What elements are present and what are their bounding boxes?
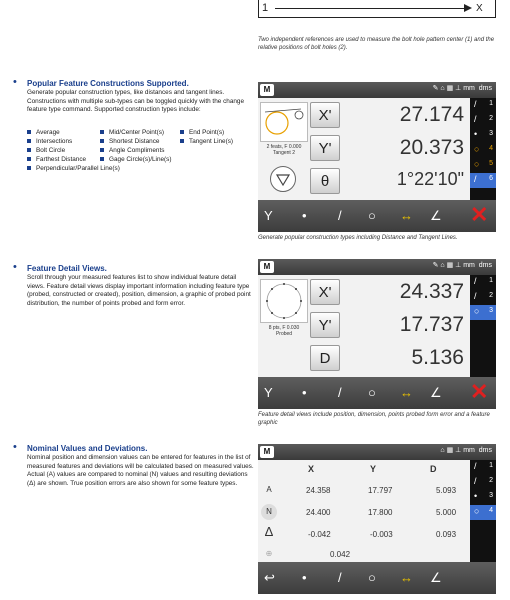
feature-list-item-selected[interactable]: ○ 3 [470,305,496,320]
distance-icon[interactable]: ↔ [400,385,413,400]
feature-list-item[interactable]: / 1 [474,276,493,286]
line-icon[interactable]: / [338,385,342,400]
point-icon[interactable]: • [302,385,307,400]
distance-icon[interactable]: ↔ [400,570,413,585]
section-body: Nominal position and dimension values can be entered for features in the list of measured features and deviations will be calculated based on measured values. Actual (A) values are compared to nominal (N) values and resulting deviations (Δ) are shown. True position errors are also shown for some feature types. [27,454,254,487]
feature-graphic [260,279,308,323]
deviation-x: -0.042 [308,530,331,539]
row-label-deviation: Δ [264,524,274,539]
units-label[interactable]: mm [463,85,475,92]
angle-value: 1°22'10" [396,169,464,189]
y-prime-button[interactable]: Y' [310,135,340,161]
feature-list-item[interactable]: • 3 [474,129,493,139]
circle-icon[interactable]: ○ [368,385,376,400]
thumb-caption-1: 2 feats, F 0.000 [266,144,302,150]
x-prime-button[interactable]: X' [310,279,340,305]
list-item: Bolt Circle [27,147,65,154]
feature-list [470,460,496,562]
theta-button[interactable]: θ [310,168,340,194]
list-item: End Point(s) [180,129,224,136]
bullet-icon: • [13,76,17,88]
circle-icon[interactable]: ○ [368,208,376,223]
section-title: Feature Detail Views. [27,264,107,273]
row-label-nominal[interactable]: N [261,504,277,520]
feature-list-item-selected[interactable]: / 6 [470,173,496,188]
thumb-caption-2: Probed [275,331,293,337]
top-bar [258,259,496,275]
column-header-x: X [308,464,315,474]
top-icons: ✎ ⌂ ▦ ⊥ mm dms [432,85,492,92]
top-icons: ✎ ⌂ ▦ ⊥ mm dms [432,262,492,269]
column-header-d: D [430,464,437,474]
back-arrow-icon[interactable]: ↩ [264,570,275,585]
device-screen-constructions [258,82,496,232]
y-value: 17.737 [399,313,464,336]
actual-x: 24.358 [306,486,331,495]
list-item: Perpendicular/Parallel Line(s) [27,165,120,172]
m-logo-icon[interactable]: M [260,261,274,273]
true-position-value: 0.042 [330,550,351,559]
format-label[interactable]: dms [478,85,492,92]
list-item: Farthest Distance [27,156,86,163]
section-title: Nominal Values and Deviations. [27,444,148,453]
section-body: Scroll through your measured features list to show individual feature detail views. Feature detail views display important information including feature type (probed, constructed or created), position, dimension, a graphic of probed point distribution, the number of points probed and form error. [27,274,251,307]
triangle-icon [271,167,295,191]
feature-list-item[interactable]: / 2 [474,291,493,301]
list-item: Average [27,129,60,136]
x-prime-button[interactable]: X' [310,102,340,128]
circle-icon[interactable]: ○ [368,570,376,585]
feature-list-item[interactable]: • 3 [474,491,493,501]
feature-list-item[interactable]: / 1 [474,99,493,109]
axis-label-x: X [476,3,483,14]
section-title: Popular Feature Constructions Supported. [27,79,189,88]
units-label[interactable]: mm [463,262,475,269]
top-bar [258,444,496,460]
nominal-y[interactable]: 17.800 [368,508,393,517]
figure-caption-3: Feature detail views include position, dimension, points probed form error and a feature graphic [258,412,490,426]
feature-graphic [260,102,308,142]
feature-list-item[interactable]: ○ 5 [474,159,493,169]
deviation-y: -0.003 [370,530,393,539]
cancel-icon[interactable]: ✕ [470,379,489,404]
feature-detail-area [258,275,470,377]
section-body: Generate popular construction types, like distances and tangent lines. Constructions with multiple sub-types can be toggled quickly with the change feature type command. Supported construction types include: [27,89,245,114]
device-screen-detail-view [258,259,496,409]
line-icon[interactable]: / [338,570,342,585]
feature-list [470,275,496,377]
feature-detail-area [258,98,470,200]
feature-list-item[interactable]: / 1 [474,461,493,471]
angle-icon[interactable]: ∠ [430,208,442,223]
construct-icon[interactable]: Y [264,208,273,223]
bullet-icon: • [13,261,17,273]
figure-caption-1: Two independent references are used to measure the bolt hole pattern center (1) and the relative positions of bolt holes (2). [258,37,495,51]
actual-y: 17.797 [368,486,393,495]
list-item: Angle Compliments [100,147,164,154]
bottom-toolbar [258,377,496,409]
format-label[interactable]: dms [478,262,492,269]
angle-icon[interactable]: ∠ [430,570,442,585]
list-item: Gage Circle(s)/Line(s) [100,156,172,163]
units-label[interactable]: mm [463,447,475,454]
feature-list [470,98,496,200]
nominal-x[interactable]: 24.400 [306,508,331,517]
true-position-icon: ⊕ [265,549,273,558]
deviation-d: 0.093 [436,530,457,539]
thumb-caption-1: 8 pts, F 0.030 [268,325,300,331]
cancel-icon[interactable]: ✕ [470,202,489,227]
axis-figure [258,0,496,18]
angle-icon[interactable]: ∠ [430,385,442,400]
bullet-icon: • [13,441,17,453]
change-feature-type-button[interactable] [270,166,296,192]
feature-list-item[interactable]: / 2 [474,114,493,124]
circle-points-graphic-icon [261,280,307,322]
nominal-d[interactable]: 5.000 [436,508,457,517]
x-axis-line [275,8,465,9]
feature-list-item[interactable]: ○ 4 [474,144,493,154]
nominal-table-area [258,460,470,562]
x-axis-arrow-icon [464,4,472,12]
thumb-caption-2: Tangent 2 [273,150,295,156]
m-logo-icon[interactable]: M [260,84,274,96]
x-value: 27.174 [399,103,464,126]
row-label-actual: A [266,485,272,494]
tangent-graphic-icon [261,103,307,141]
column-header-y: Y [370,464,377,474]
feature-list-item-selected[interactable]: ○ 4 [470,505,496,520]
distance-icon[interactable]: ↔ [400,208,413,223]
m-logo-icon[interactable]: M [260,446,274,458]
construct-icon[interactable]: Y [264,385,273,400]
diameter-button[interactable]: D [310,345,340,371]
axis-label-1: 1 [262,2,269,14]
top-icons: ⌂ ▦ ⊥ mm dms [440,447,492,454]
x-value: 24.337 [399,280,464,303]
top-bar [258,82,496,98]
actual-d: 5.093 [436,486,457,495]
figure-caption-2: Generate popular construction types including Distance and Tangent Lines. [258,235,458,241]
bottom-toolbar [258,562,496,594]
list-item: Intersections [27,138,72,145]
format-label[interactable]: dms [478,447,492,454]
bottom-toolbar [258,200,496,232]
list-item: Shortest Distance [100,138,159,145]
diameter-value: 5.136 [411,346,464,369]
list-item: Mid/Center Point(s) [100,129,164,136]
feature-list-item[interactable]: / 2 [474,476,493,486]
y-prime-button[interactable]: Y' [310,312,340,338]
line-icon[interactable]: / [338,208,342,223]
y-value: 20.373 [399,136,464,159]
device-screen-nominal [258,444,496,594]
point-icon[interactable]: • [302,208,307,223]
list-item: Tangent Line(s) [180,138,233,145]
point-icon[interactable]: • [302,570,307,585]
